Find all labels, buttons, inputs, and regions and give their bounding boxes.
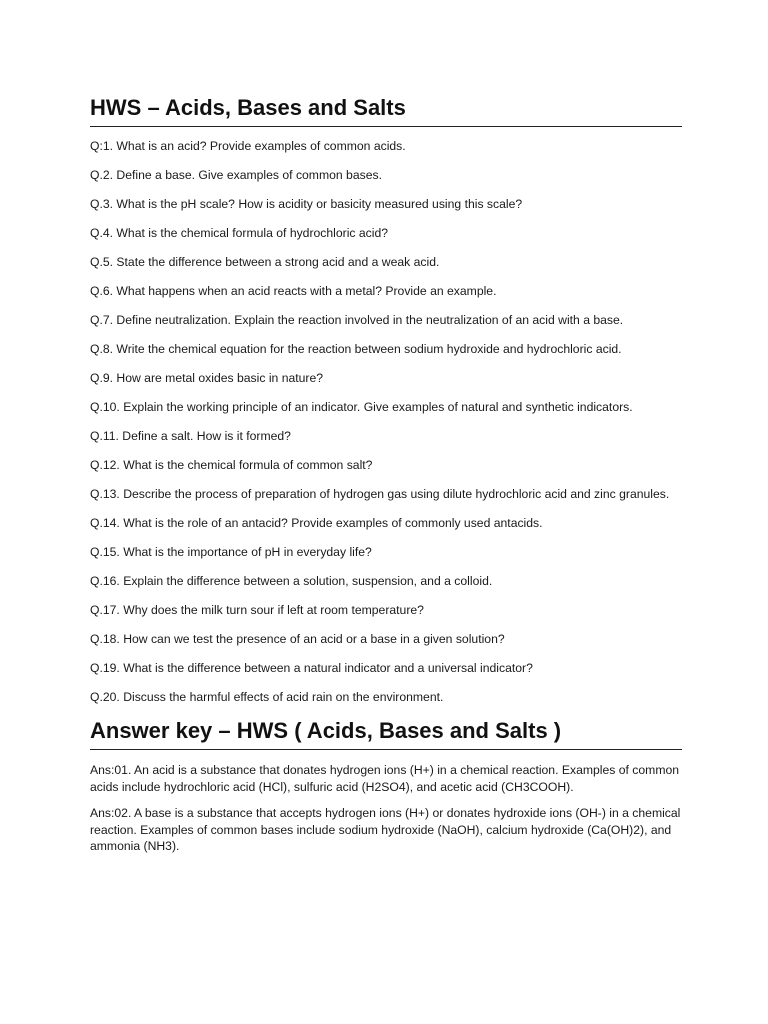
question-item: Q.2. Define a base. Give examples of common bases. (90, 168, 382, 182)
question-list (90, 138, 682, 705)
question-item: Q.5. State the difference between a strong acid and a weak acid. (90, 255, 440, 269)
question-item: Q.18. How can we test the presence of an acid or a base in a given solution? (90, 632, 505, 646)
question-item: Q.9. How are metal oxides basic in nature? (90, 371, 324, 385)
question-item: Q.8. Write the chemical equation for the reaction between sodium hydroxide and hydrochloric acid. (90, 342, 622, 356)
question-item: Q.12. What is the chemical formula of common salt? (90, 458, 373, 472)
page-title: HWS – Acids, Bases and Salts (90, 95, 682, 127)
question-item: Q.15. What is the importance of pH in everyday life? (90, 545, 372, 559)
question-item: Q.16. Explain the difference between a solution, suspension, and a colloid. (90, 574, 493, 588)
question-item: Q.6. What happens when an acid reacts with a metal? Provide an example. (90, 284, 497, 298)
document-page (90, 0, 682, 865)
answer-key-title: Answer key – HWS ( Acids, Bases and Salts ) (90, 718, 682, 750)
answer-list (90, 762, 682, 855)
question-item: Q.10. Explain the working principle of an indicator. Give examples of natural and synthetic indicators. (90, 400, 633, 414)
question-item: Q.13. Describe the process of preparation of hydrogen gas using dilute hydrochloric acid and zinc granules. (90, 487, 670, 501)
question-item: Q:1. What is an acid? Provide examples of common acids. (90, 139, 406, 153)
question-item: Q.7. Define neutralization. Explain the reaction involved in the neutralization of an acid with a base. (90, 313, 624, 327)
answer-item: Ans:02. A base is a substance that accepts hydrogen ions (H+) or donates hydroxide ions (OH-) in a chemical reaction. Examples of common bases include sodium hydroxide (NaOH), calcium hydroxide (Ca(OH)2), and ammonia (NH3). (90, 806, 681, 853)
question-item: Q.3. What is the pH scale? How is acidity or basicity measured using this scale? (90, 197, 523, 211)
question-item: Q.11. Define a salt. How is it formed? (90, 429, 291, 443)
question-item: Q.17. Why does the milk turn sour if left at room temperature? (90, 603, 424, 617)
question-item: Q.14. What is the role of an antacid? Provide examples of commonly used antacids. (90, 516, 543, 530)
answer-item: Ans:01. An acid is a substance that donates hydrogen ions (H+) in a chemical reaction. Examples of common acids include hydrochloric acid (HCl), sulfuric acid (H2SO4), and acetic acid (CH3COOH). (90, 763, 680, 794)
question-item: Q.20. Discuss the harmful effects of acid rain on the environment. (90, 690, 444, 704)
question-item: Q.4. What is the chemical formula of hydrochloric acid? (90, 226, 389, 240)
question-item: Q.19. What is the difference between a natural indicator and a universal indicator? (90, 661, 533, 675)
